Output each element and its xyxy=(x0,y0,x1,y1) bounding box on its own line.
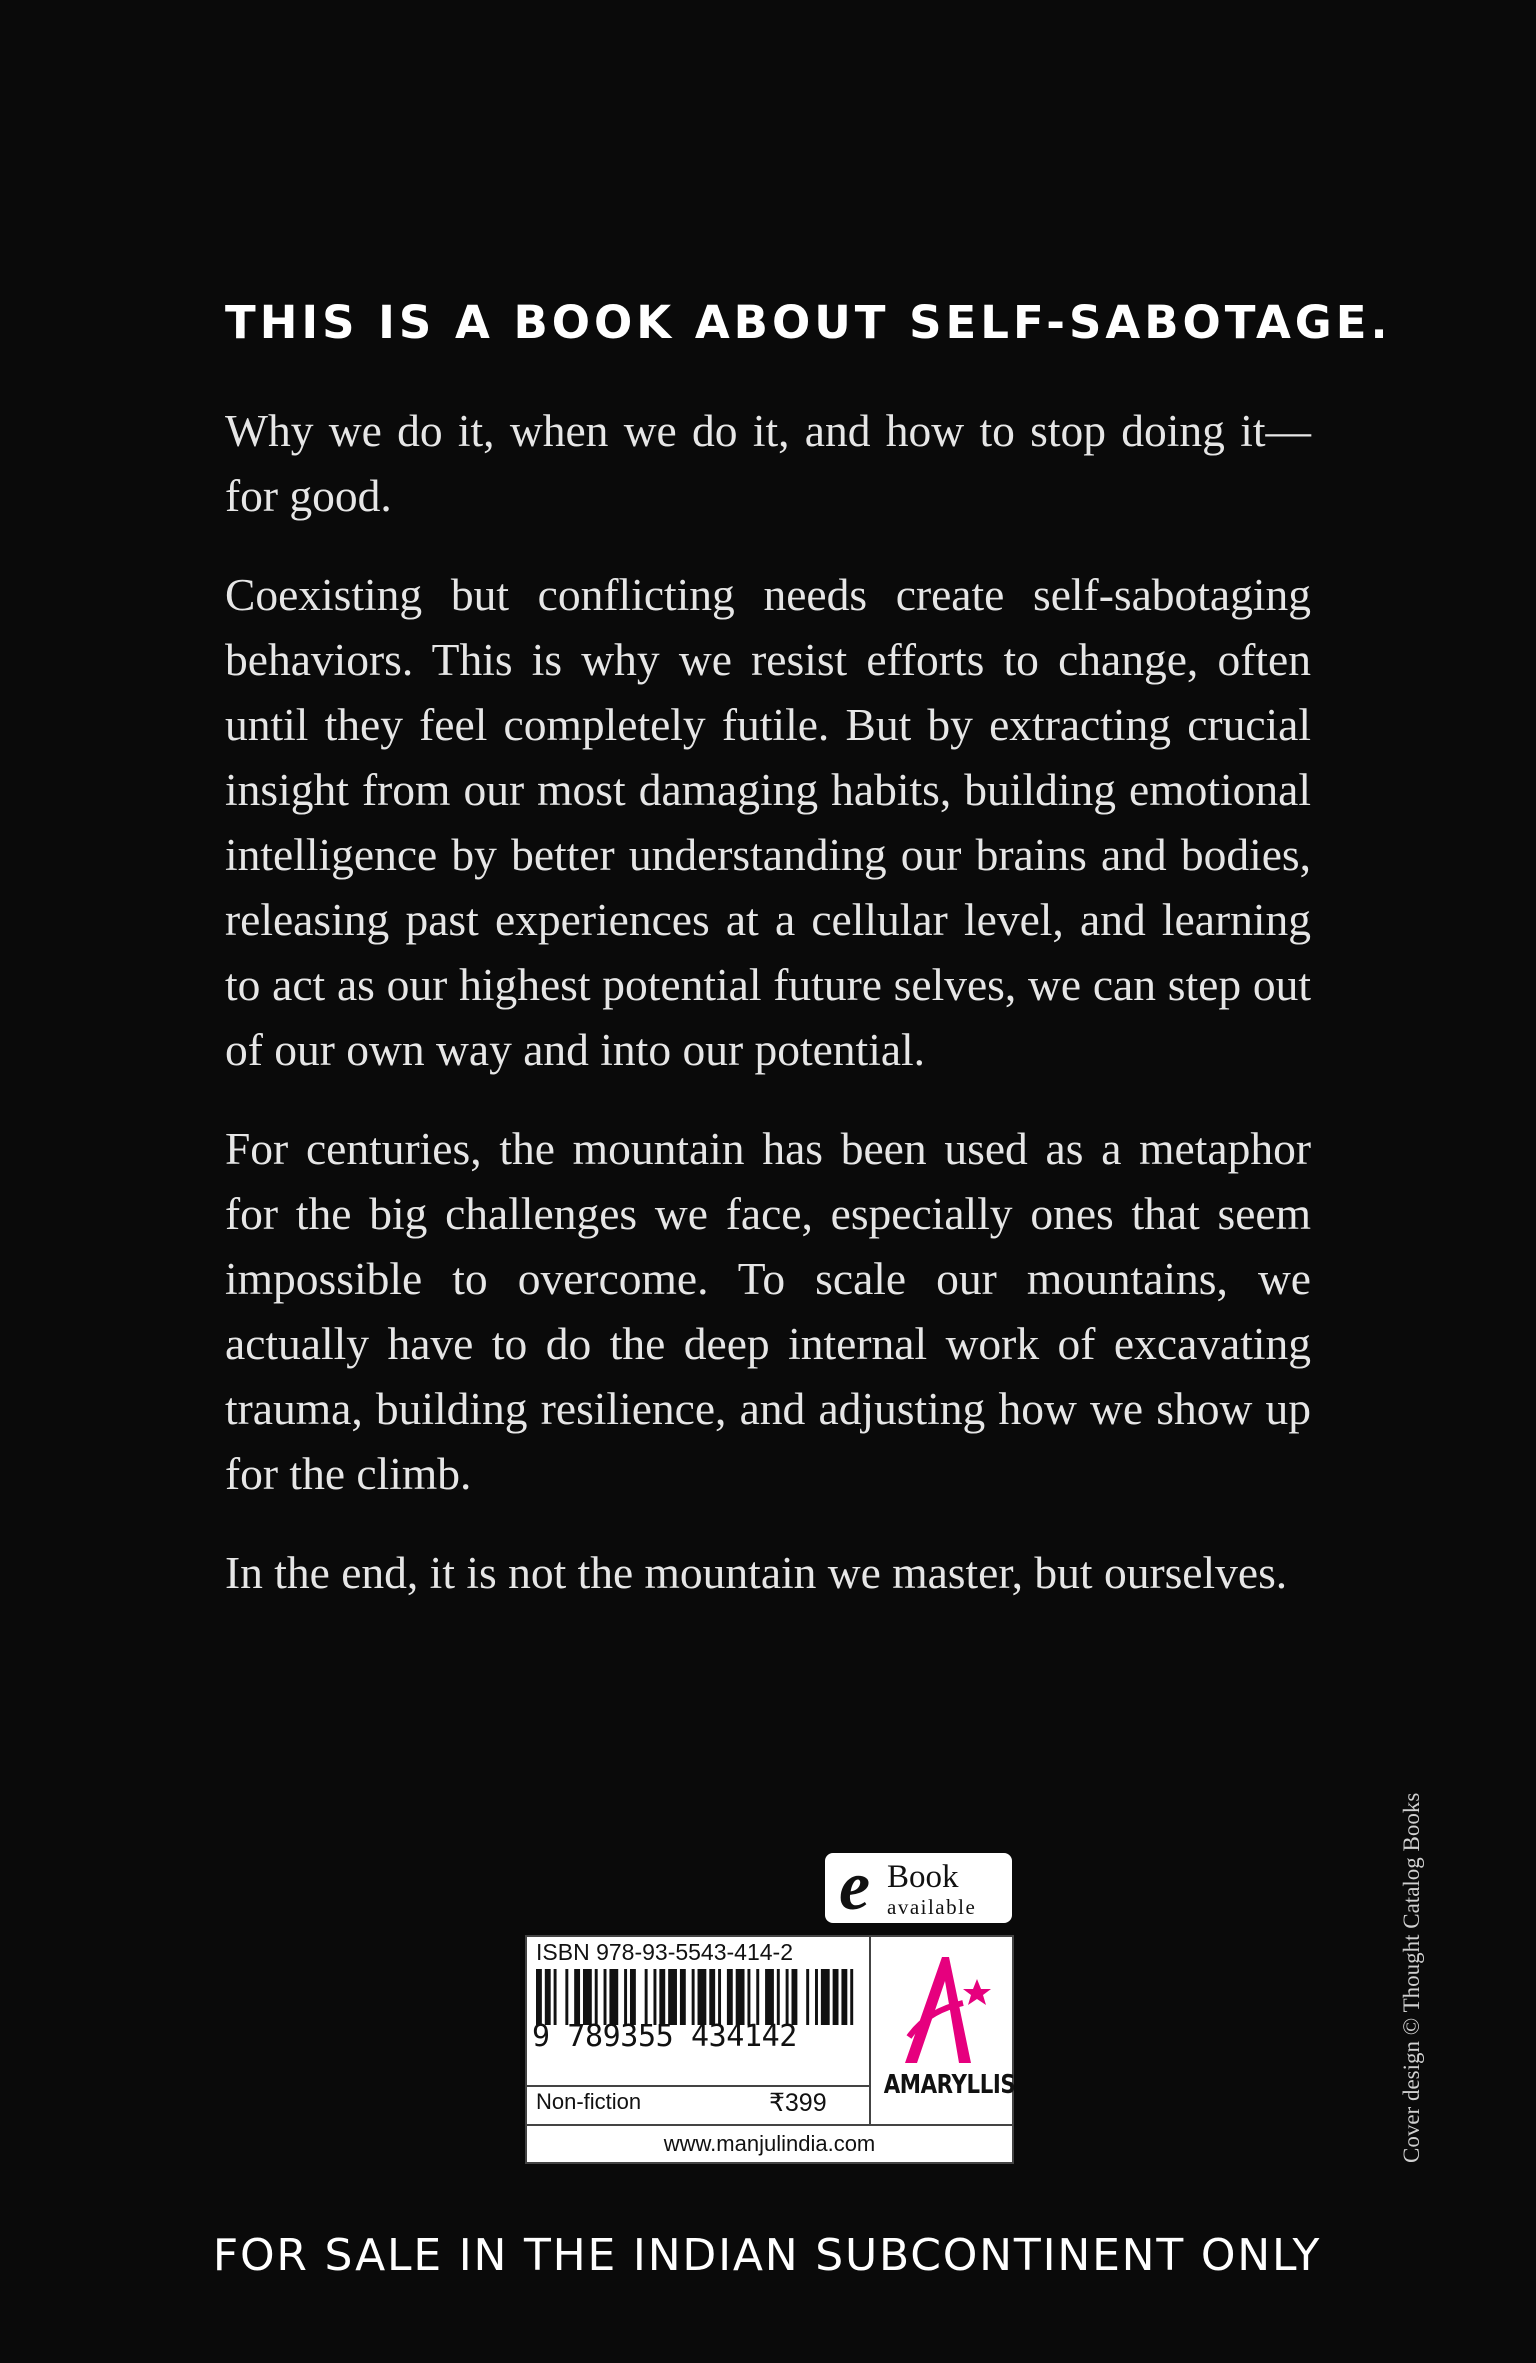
cover-design-credit: Cover design © Thought Catalog Books xyxy=(1399,1792,1424,2163)
price-label: ₹399 xyxy=(769,2089,827,2117)
ebook-word: Book xyxy=(887,1859,959,1895)
website-url: www.manjulindia.com xyxy=(525,2124,1014,2164)
ebook-badge xyxy=(825,1848,1012,1925)
blurb-paragraph: Why we do it, when we do it, and how to stop doing it— for good. xyxy=(225,405,1311,521)
divider xyxy=(869,1937,871,2124)
blurb-paragraph: Coexisting but conflicting needs create self-sabotaging behaviors. This is why we resist efforts to change, often until they feel completely futile. But by extracting crucial insight from our most damaging habits, building emotional intelligence by better understanding our brains and bodies, releasing past experiences at a cellular level, and learning to act as our highest potential future selves, we can step out of our own way and into our potential. xyxy=(225,569,1311,1075)
blurb-paragraph: For centuries, the mountain has been used as a metaphor for the big challenges we face, especially ones that seem impossible to overcome. To scale our mountains, we actually have to do the deep internal work of excavating trauma, building resilience, and adjusting how we show up for the climb. xyxy=(225,1123,1311,1499)
sale-notice: FOR SALE IN THE INDIAN SUBCONTINENT ONLY xyxy=(212,2230,1322,2281)
publisher-name: AMARYLLIS xyxy=(883,2070,1016,2100)
ebook-available: available xyxy=(887,1895,977,1919)
category-label: Non-fiction xyxy=(536,2089,642,2114)
barcode-digits: 9 789355 434142 xyxy=(532,2019,797,2054)
barcode-icon xyxy=(536,1969,862,2025)
isbn-label: ISBN 978-93-5543-414-2 xyxy=(536,1939,793,1965)
closing-line: In the end, it is not the mountain we master, but ourselves. xyxy=(225,1547,1288,1598)
divider xyxy=(527,2085,869,2087)
blurb xyxy=(225,398,1311,1639)
headline: THIS IS A BOOK ABOUT SELF-SABOTAGE. xyxy=(225,296,1392,349)
barcode-box xyxy=(525,1935,1014,2126)
amaryllis-logo-icon xyxy=(887,1951,997,2069)
ebook-e-letter: e xyxy=(839,1848,871,1925)
